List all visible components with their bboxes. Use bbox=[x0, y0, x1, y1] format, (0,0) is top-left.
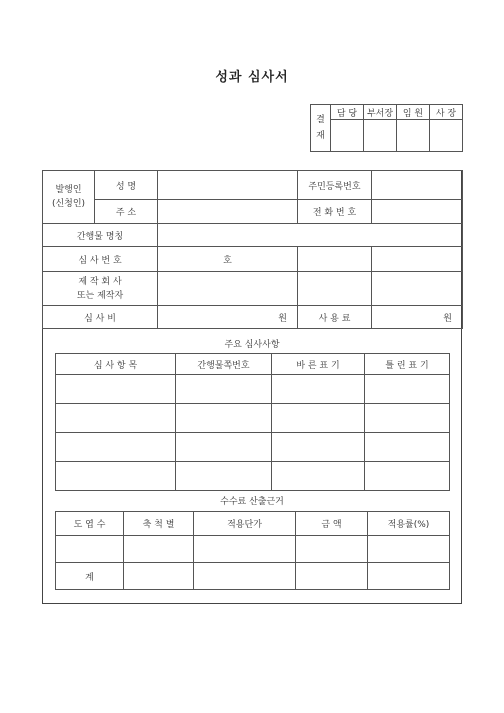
review-cell[interactable] bbox=[365, 375, 450, 404]
approval-col-staff: 담 당 bbox=[331, 105, 364, 120]
publication-name-field[interactable] bbox=[158, 224, 463, 247]
review-extra-field-2[interactable] bbox=[372, 247, 463, 272]
table-row bbox=[56, 404, 450, 433]
approval-side-label bbox=[311, 105, 331, 152]
fee-basis-table bbox=[55, 511, 450, 590]
review-fee-label: 심 사 비 bbox=[43, 306, 158, 329]
review-cell[interactable] bbox=[56, 462, 176, 491]
fee-cell[interactable] bbox=[124, 536, 194, 563]
review-cell[interactable] bbox=[272, 433, 365, 462]
approval-side-label-1: 결 bbox=[316, 115, 325, 125]
name-label: 성 명 bbox=[95, 171, 158, 200]
review-extra-field-1[interactable] bbox=[298, 247, 372, 272]
approval-side-label-2: 재 bbox=[316, 131, 325, 141]
main-form bbox=[42, 170, 462, 604]
reg-no-field[interactable] bbox=[372, 171, 463, 200]
review-cell[interactable] bbox=[272, 462, 365, 491]
address-label: 주 소 bbox=[95, 200, 158, 224]
fee-cell[interactable] bbox=[194, 563, 296, 590]
review-items-title: 주요 심사사항 bbox=[224, 340, 280, 350]
producer-field[interactable] bbox=[158, 272, 298, 306]
review-items-table bbox=[55, 353, 450, 491]
review-items-header-correct: 바 른 표 기 bbox=[272, 354, 365, 375]
table-row bbox=[56, 563, 450, 590]
approval-col-dept-head: 부서장 bbox=[364, 105, 397, 120]
producer-extra-field-1[interactable] bbox=[298, 272, 372, 306]
review-fee-field[interactable] bbox=[158, 306, 298, 329]
approval-table bbox=[310, 104, 463, 152]
review-cell[interactable] bbox=[365, 462, 450, 491]
review-cell[interactable] bbox=[272, 404, 365, 433]
approval-sign-staff[interactable] bbox=[331, 120, 364, 152]
fee-total-label: 계 bbox=[56, 563, 124, 590]
publication-name-label: 간행물 명칭 bbox=[43, 224, 158, 247]
producer-extra-field-2[interactable] bbox=[372, 272, 463, 306]
review-no-unit: 호 bbox=[223, 255, 232, 266]
review-cell[interactable] bbox=[365, 433, 450, 462]
approval-col-executive: 임 원 bbox=[397, 105, 430, 120]
review-items-header-page: 간행물쪽번호 bbox=[176, 354, 272, 375]
review-cell[interactable] bbox=[56, 375, 176, 404]
usage-fee-unit: 원 bbox=[443, 313, 452, 324]
fee-cell[interactable] bbox=[124, 563, 194, 590]
name-field[interactable] bbox=[158, 171, 298, 200]
review-cell[interactable] bbox=[365, 404, 450, 433]
applicant-label-2: (신청인) bbox=[51, 199, 86, 209]
review-cell[interactable] bbox=[176, 433, 272, 462]
approval-sign-dept-head[interactable] bbox=[364, 120, 397, 152]
producer-label-1: 제 작 회 사 bbox=[78, 276, 122, 287]
fee-cell[interactable] bbox=[56, 536, 124, 563]
info-table bbox=[42, 170, 463, 329]
fee-cell[interactable] bbox=[368, 563, 450, 590]
fee-cell[interactable] bbox=[368, 536, 450, 563]
review-items-header-wrong: 틀 린 표 기 bbox=[365, 354, 450, 375]
review-no-label: 심 사 번 호 bbox=[43, 247, 158, 272]
review-fee-unit: 원 bbox=[278, 313, 287, 324]
address-field[interactable] bbox=[158, 200, 298, 224]
review-cell[interactable] bbox=[176, 462, 272, 491]
fee-header-unit-price: 적용단가 bbox=[194, 512, 296, 536]
fee-cell[interactable] bbox=[194, 536, 296, 563]
fee-header-rate: 적용률(%) bbox=[368, 512, 450, 536]
approval-sign-president[interactable] bbox=[430, 120, 463, 152]
phone-field[interactable] bbox=[372, 200, 463, 224]
phone-label: 전 화 번 호 bbox=[298, 200, 372, 224]
fee-header-amount: 금 액 bbox=[296, 512, 368, 536]
applicant-group-label bbox=[43, 171, 95, 224]
review-cell[interactable] bbox=[176, 375, 272, 404]
table-row bbox=[56, 375, 450, 404]
review-cell[interactable] bbox=[56, 433, 176, 462]
producer-label bbox=[43, 272, 158, 306]
fee-header-sheets: 도 엽 수 bbox=[56, 512, 124, 536]
table-row bbox=[56, 462, 450, 491]
document-title: 성과 심사서 bbox=[215, 70, 289, 85]
applicant-label-1: 발행인 bbox=[55, 185, 82, 195]
fee-cell[interactable] bbox=[296, 563, 368, 590]
producer-label-2: 또는 제작자 bbox=[76, 290, 124, 301]
fee-cell[interactable] bbox=[296, 536, 368, 563]
approval-col-president: 사 장 bbox=[430, 105, 463, 120]
table-row bbox=[56, 433, 450, 462]
usage-fee-label: 사 용 료 bbox=[298, 306, 372, 329]
review-no-field[interactable] bbox=[158, 247, 298, 272]
fee-header-scale: 축 척 별 bbox=[124, 512, 194, 536]
review-cell[interactable] bbox=[56, 404, 176, 433]
review-cell[interactable] bbox=[176, 404, 272, 433]
table-row bbox=[56, 536, 450, 563]
approval-sign-executive[interactable] bbox=[397, 120, 430, 152]
reg-no-label: 주민등록번호 bbox=[298, 171, 372, 200]
review-items-header-item: 심 사 항 목 bbox=[56, 354, 176, 375]
fee-basis-title: 수수료 산출근거 bbox=[220, 497, 284, 507]
review-cell[interactable] bbox=[272, 375, 365, 404]
usage-fee-field[interactable] bbox=[372, 306, 463, 329]
